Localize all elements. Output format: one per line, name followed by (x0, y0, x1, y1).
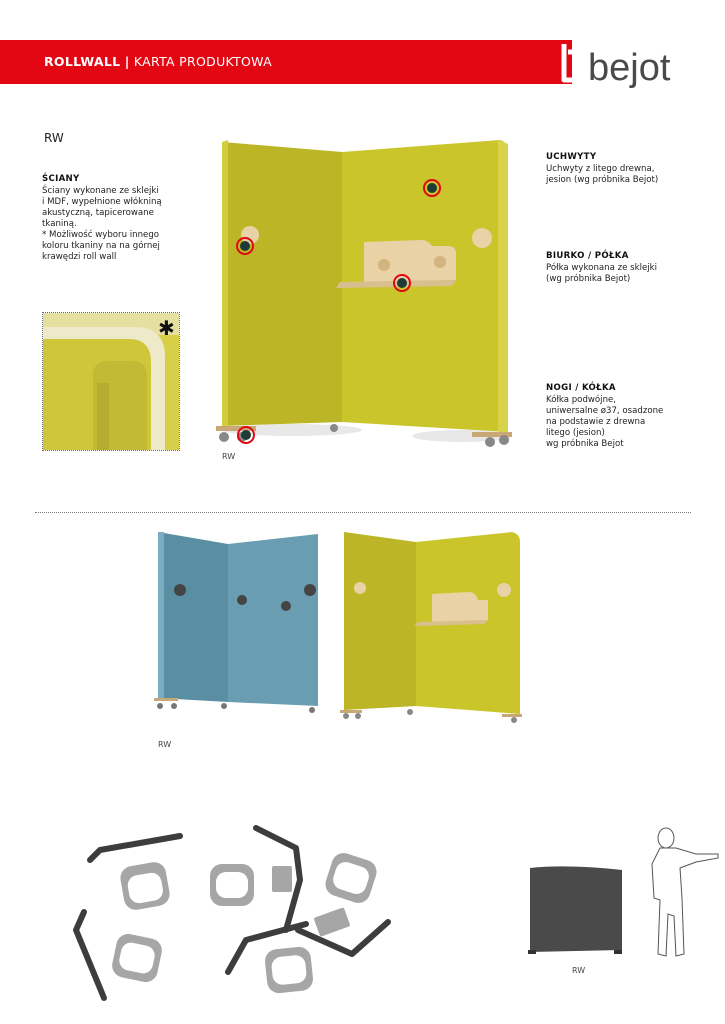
handles-section (546, 152, 716, 186)
desk-shelf-text: Półka wykonana ze sklejki (wg próbnika Bejot) (546, 263, 658, 284)
card-title: KARTA PRODUKTOWA (133, 54, 272, 69)
walls-text: Ściany wykonane ze sklejki i MDF, wypełnione włókniną akustyczną, tapicerowane tkaniną. * Możliwość wyboru innego koloru tkaniny na na górnej krawędzi roll wall (42, 186, 162, 262)
section-divider (35, 512, 691, 513)
model-code: RW (44, 131, 64, 145)
desk-shelf-section (546, 251, 716, 285)
variants-caption: RW (158, 740, 172, 749)
panel-silhouette (526, 862, 626, 962)
logo-wordmark: bejot (588, 47, 671, 89)
walls-title: ŚCIANY (42, 174, 80, 184)
header-title (44, 54, 272, 69)
legs-wheels-section (546, 383, 716, 450)
human-scale-figure (636, 824, 725, 964)
desk-shelf-title: BIURKO / PÓŁKA (546, 251, 629, 261)
legs-wheels-text: Kółka podwójne, uniwersalne ø37, osadzone na podstawie z drewna litego (jesion) wg próbnika Bejot (546, 395, 664, 449)
schematic-caption: RW (572, 966, 586, 975)
handles-text: Uchwyty z litego drewna, jesion (wg próbnika Bejot) (546, 164, 659, 185)
main-product-image (212, 130, 532, 460)
floor-plan-illustration (70, 820, 410, 1010)
yellow-variant-image (338, 528, 528, 724)
title-separator: | (124, 54, 130, 69)
product-name: ROLLWALL (44, 54, 121, 69)
main-image-caption: RW (222, 452, 236, 461)
bejot-logo (558, 40, 708, 90)
legs-wheels-title: NOGI / KÓŁKA (546, 383, 616, 393)
detail-marker: ✱ (158, 316, 175, 340)
walls-section (42, 174, 192, 263)
blue-variant-image (150, 528, 330, 720)
handles-title: UCHWYTY (546, 152, 597, 162)
